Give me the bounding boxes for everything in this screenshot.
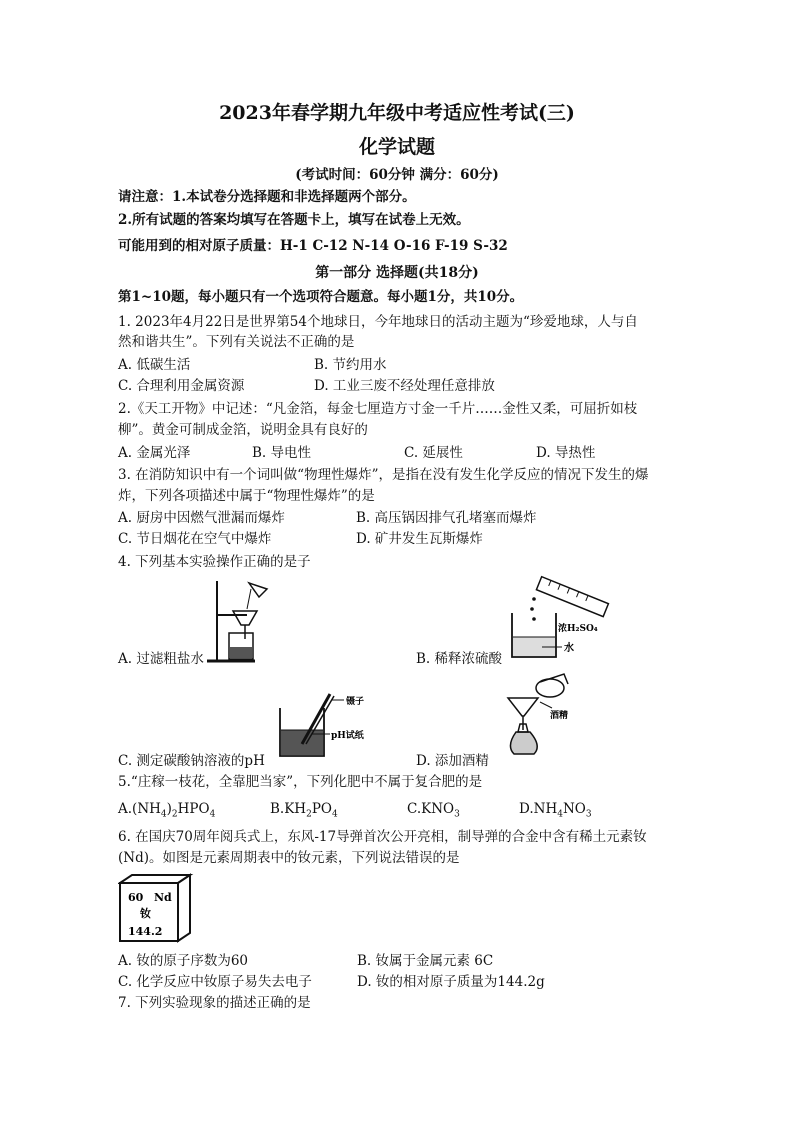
ph-test-figure	[272, 690, 382, 760]
q2-option-a: A. 金属光泽	[118, 445, 191, 461]
part-title: 第一部分 选择题(共18分)	[315, 265, 479, 281]
atomic-masses: 可能用到的相对原子质量：H-1 C-12 N-14 O-16 F-19 S-32	[118, 238, 508, 254]
q3-stem-line2: 炸，下列各项描述中属于“物理性爆炸”的是	[118, 488, 375, 504]
q1-stem-line1: 1. 2023年4月22日是世界第54个地球日，今年地球日的活动主题为“珍爱地球，人与自	[118, 314, 638, 330]
element-mass: 144.2	[128, 925, 163, 938]
acid-label: 浓H₂SO₄	[558, 624, 598, 634]
q4-option-a: A. 过滤粗盐水	[118, 651, 204, 667]
alcohol-label: 酒精	[550, 711, 569, 721]
q3-option-d: D. 矿井发生瓦斯爆炸	[356, 531, 483, 547]
q6-option-c: C. 化学反应中钕原子易失去电子	[118, 974, 312, 990]
q3-option-b: B. 高压锅因排气孔堵塞而爆炸	[356, 510, 537, 526]
notice-1: 请注意：1.本试卷分选择题和非选择题两个部分。	[118, 189, 416, 205]
q4-option-d: D. 添加酒精	[416, 753, 489, 769]
q5-option-c: $C.KNO_3$	[407, 801, 460, 820]
q4-stem: 4. 下列基本实验操作正确的是子	[118, 554, 311, 570]
exam-info: (考试时间：60分钟 满分：60分)	[295, 167, 499, 183]
q4-option-b: B. 稀释浓硫酸	[416, 651, 503, 667]
tweezers-label: 镊子	[346, 697, 365, 707]
element-symbol: Nd	[154, 891, 172, 904]
q6-option-d: D. 钕的相对原子质量为144.2g	[357, 974, 545, 990]
q5-option-a: $A.(NH_4)_2HPO_4$	[118, 801, 216, 820]
q3-option-c: C. 节日烟花在空气中爆炸	[118, 531, 272, 547]
q6-option-a: A. 钕的原子序数为60	[118, 953, 249, 969]
q1-stem-line2: 然和谐共生”。下列有关说法不正确的是	[118, 334, 355, 350]
q5-stem: 5.“庄稼一枝花，全靠肥当家”，下列化肥中不属于复合肥的是	[118, 774, 483, 790]
water-label: 水	[564, 643, 574, 654]
q1-option-c: C. 合理利用金属资源	[118, 378, 245, 394]
q2-stem-line2: 柳”。黄金可制成金箔，说明金具有良好的	[118, 422, 368, 438]
ph-paper-label: pH试纸	[331, 731, 364, 741]
q1-option-b: B. 节约用水	[314, 357, 387, 373]
exam-title: 2023年春学期九年级中考适应性考试(三)	[219, 102, 575, 124]
q3-stem-line1: 3. 在消防知识中有一个词叫做“物理性爆炸”，是指在没有发生化学反应的情况下发生的爆	[118, 467, 649, 483]
alcohol-lamp-figure	[494, 668, 584, 760]
q2-option-d: D. 导热性	[536, 445, 596, 461]
notice-2: 2.所有试题的答案均填写在答题卡上，填写在试卷上无效。	[118, 212, 470, 228]
element-card-nd	[118, 873, 194, 943]
q2-option-c: C. 延展性	[404, 445, 463, 461]
q3-option-a: A. 厨房中因燃气泄漏而爆炸	[118, 510, 285, 526]
q4-option-c: C. 测定碳酸钠溶液的pH	[118, 753, 265, 769]
q2-option-b: B. 导电性	[252, 445, 312, 461]
q5-option-b: $B.KH_2PO_4$	[270, 801, 338, 820]
dilution-figure	[500, 575, 610, 665]
q6-option-b: B. 钕属于金属元素 6C	[357, 953, 494, 969]
q6-stem-line2: (Nd)。如图是元素周期表中的钕元素，下列说法错误的是	[118, 850, 460, 866]
q5-option-d: $D.NH_4NO_3$	[519, 801, 592, 820]
filtration-figure	[205, 575, 280, 665]
q2-stem-line1: 2.《天工开物》中记述：“凡金箔，每金七厘造方寸金一千片……金性又柔，可屈折如枝	[118, 401, 638, 417]
element-name: 钕	[140, 907, 151, 920]
q6-stem-line1: 6. 在国庆70周年阅兵式上，东风-17导弹首次公开亮相，制导弹的合金中含有稀土元素钕	[118, 829, 647, 845]
q1-option-a: A. 低碳生活	[118, 357, 191, 373]
q7-stem: 7. 下列实验现象的描述正确的是	[118, 995, 311, 1011]
subject-title: 化学试题	[358, 136, 435, 158]
element-number: 60	[128, 891, 144, 904]
section-instructions: 第1~10题，每小题只有一个选项符合题意。每小题1分，共10分。	[118, 289, 524, 305]
q1-option-d: D. 工业三废不经处理任意排放	[314, 378, 495, 394]
